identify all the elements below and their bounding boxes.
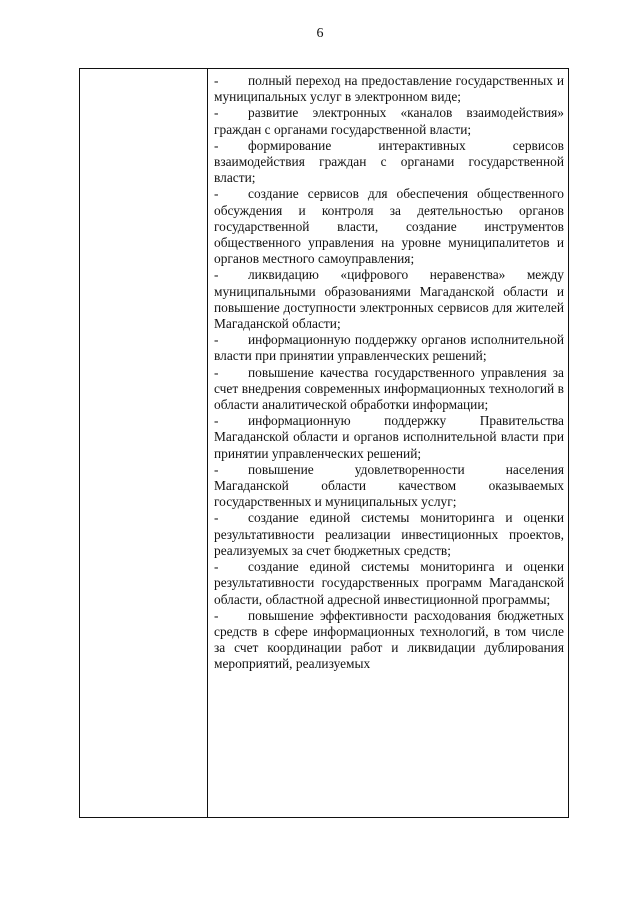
- list-dash: -: [214, 559, 219, 575]
- table-right-cell: [208, 69, 568, 817]
- list-item: [214, 365, 564, 414]
- list-item: [214, 186, 564, 267]
- list-item: [214, 608, 564, 673]
- list-item-text: создание единой системы мониторинга и оценки результативности реализации инвестиционных проектов, реализуемых за счет бюджетных средств;: [214, 510, 564, 558]
- list-item-text: формирование интерактивных сервисов взаимодействия граждан с органами государственной власти;: [214, 137, 564, 186]
- list-dash: -: [214, 73, 219, 88]
- list-item: [214, 462, 564, 511]
- list-dash: -: [214, 461, 219, 477]
- list-item: [214, 138, 564, 187]
- list-item: [214, 267, 564, 332]
- list-item-text: создание сервисов для обеспечения общественного обсуждения и контроля за деятельностью органов государственной власти, создание инструментов общественного управления на уровне муниципалитетов и органов местного самоуправления;: [214, 186, 564, 267]
- list-item-text: повышение удовлетворенности населения Магаданской области качеством оказываемых государственных и муниципальных услуг;: [214, 461, 564, 510]
- list-dash: -: [214, 607, 219, 623]
- table-left-cell: [80, 69, 208, 817]
- list-item-text: полный переход на предоставление государственных и муниципальных услуг в электронном виде;: [214, 73, 564, 105]
- list-item: [214, 105, 564, 137]
- list-item: [214, 332, 564, 364]
- list-item-text: информационную поддержку Правительства Магаданской области и органов исполнительной власти при принятии управленческих решений;: [214, 413, 564, 461]
- list-dash: -: [214, 332, 219, 348]
- list-dash: -: [214, 137, 219, 153]
- list-item-text: ликвидацию «цифрового неравенства» между муниципальными образованиями Магаданской области и повышение доступности электронных сервисов для жителей Магаданской области;: [214, 267, 564, 332]
- list-item-text: информационную поддержку органов исполнительной власти при принятии управленческих решений;: [214, 332, 564, 364]
- list-dash: -: [214, 267, 219, 283]
- list-dash: -: [214, 364, 219, 380]
- list-item: [214, 73, 564, 105]
- list-item: [214, 510, 564, 559]
- list-dash: -: [214, 105, 219, 121]
- list-item: [214, 559, 564, 608]
- list-dash: -: [214, 186, 219, 202]
- list-item: [214, 413, 564, 462]
- list-item-text: развитие электронных «каналов взаимодействия» граждан с органами государственной власти;: [214, 105, 564, 137]
- page-number: 6: [316, 26, 324, 41]
- list-item-text: повышение эффективности расходования бюджетных средств в сфере информационных технологий, в том числе за счет координации работ и ликвидации дублирования мероприятий, реализуемых: [214, 607, 564, 672]
- list-item-text: создание единой системы мониторинга и оценки результативности государственных программ Магаданской области, областной адресной инвестиционной программы;: [214, 559, 564, 607]
- list-dash: -: [214, 510, 219, 526]
- document-table: [79, 68, 569, 818]
- list-item-text: повышение качества государственного управления за счет внедрения современных информационных технологий в области аналитической обработки информации;: [214, 364, 564, 413]
- list-dash: -: [214, 413, 219, 429]
